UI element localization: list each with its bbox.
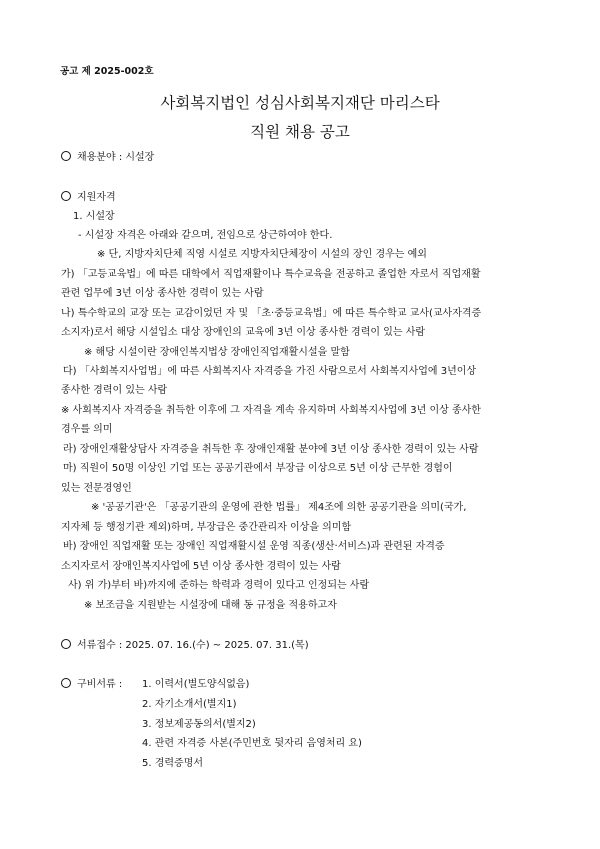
circle-bullet-icon	[61, 191, 71, 201]
qualification-section	[61, 191, 116, 205]
notice-number: 공고 제 2025-002호	[60, 66, 154, 77]
receipt-label: 서류접수 : 2025. 07. 16.(수) ~ 2025. 07. 31.(목)	[77, 640, 309, 651]
qualification-line: 소지자로서 장애인복지사업에 5년 이상 종사한 경력이 있는 사람	[61, 561, 341, 572]
qualification-line: 바) 장애인 직업재활 또는 장애인 직업재활시설 운영 직종(생산·서비스)과 관련된 자격증	[63, 541, 445, 552]
documents-item: 3. 정보제공동의서(별지2)	[142, 719, 256, 730]
documents-label: 구비서류 :	[77, 679, 123, 690]
qualification-line: 라) 장애인재활상담사 자격증을 취득한 후 장애인재활 분야에 3년 이상 종사한 경력이 있는 사람	[63, 444, 479, 455]
field-section	[61, 151, 154, 165]
documents-section	[61, 678, 122, 692]
qualification-line: 있는 전문경영인	[61, 483, 132, 494]
qualification-line: ※ '공공기관'은 「공공기관의 운영에 관한 법률」 제4조에 의한 공공기관을 의미(국가,	[91, 502, 467, 513]
notice-title: 사회복지법인 성심사회복지재단 마리스타	[160, 94, 440, 112]
circle-bullet-icon	[61, 678, 71, 688]
qualification-line: 사) 위 가)부터 바)까지에 준하는 학력과 경력이 있다고 인정되는 사람	[68, 580, 370, 591]
qualification-heading: 지원자격	[77, 192, 116, 203]
qualification-line: 경우를 의미	[61, 424, 113, 435]
qualification-line: ※ 단, 지방자치단체 직영 시설로 지방자치단체장이 시설의 장인 경우는 예외	[97, 249, 427, 260]
documents-item: 1. 이력서(별도양식없음)	[142, 679, 250, 690]
qualification-line: ※ 해당 시설이란 장애인복지법상 장애인직업재활시설을 말함	[84, 347, 350, 358]
circle-bullet-icon	[61, 639, 71, 649]
notice-subtitle: 직원 채용 공고	[250, 123, 350, 141]
documents-item: 4. 관련 자격증 사본(주민번호 뒷자리 음영처리 요)	[142, 738, 362, 749]
qualification-line: 다) 「사회복지사업법」에 따른 사회복지사 자격증을 가진 사람으로서 사회복지사업에 3년이상	[63, 366, 477, 377]
qualification-line: 나) 특수학교의 교장 또는 교감이었던 자 및 「초·중등교육법」에 따른 특수학교 교사(교사자격증	[61, 308, 482, 319]
circle-bullet-icon	[61, 151, 71, 161]
field-label: 채용분야 : 시설장	[77, 152, 155, 163]
qualification-line: 종사한 경력이 있는 사람	[61, 385, 168, 396]
qualification-line: ※ 보조금을 지원받는 시설장에 대해 동 규정을 적용하고자	[84, 600, 337, 611]
qualification-line: 소지자)로서 해당 시설입소 대상 장애인의 교육에 3년 이상 종사한 경력이 있는 사람	[61, 327, 426, 338]
qualification-line: - 시설장 자격은 아래와 같으며, 전임으로 상근하여야 한다.	[78, 230, 333, 241]
qualification-line: 지자체 등 행정기관 제외)하며, 부장급은 중간관리자 이상을 의미함	[61, 522, 352, 533]
qualification-line: 가) 「고등교육법」에 따른 대학에서 직업재활이나 특수교육을 전공하고 졸업한 자로서 직업재활	[61, 269, 481, 280]
documents-item: 2. 자기소개서(별지1)	[142, 699, 237, 710]
qualification-line: 마) 직원이 50명 이상인 기업 또는 공공기관에서 부장급 이상으로 5년 이상 근무한 경험이	[63, 463, 453, 474]
qualification-line: 관련 업무에 3년 이상 종사한 경력이 있는 사람	[61, 288, 264, 299]
receipt-section	[61, 639, 309, 653]
qualification-line: ※ 사회복지사 자격증을 취득한 이후에 그 자격을 계속 유지하며 사회복지사업에 3년 이상 종사한	[61, 405, 481, 416]
qualification-subheading: 1. 시설장	[73, 211, 115, 222]
documents-item: 5. 경력증명서	[142, 758, 204, 769]
